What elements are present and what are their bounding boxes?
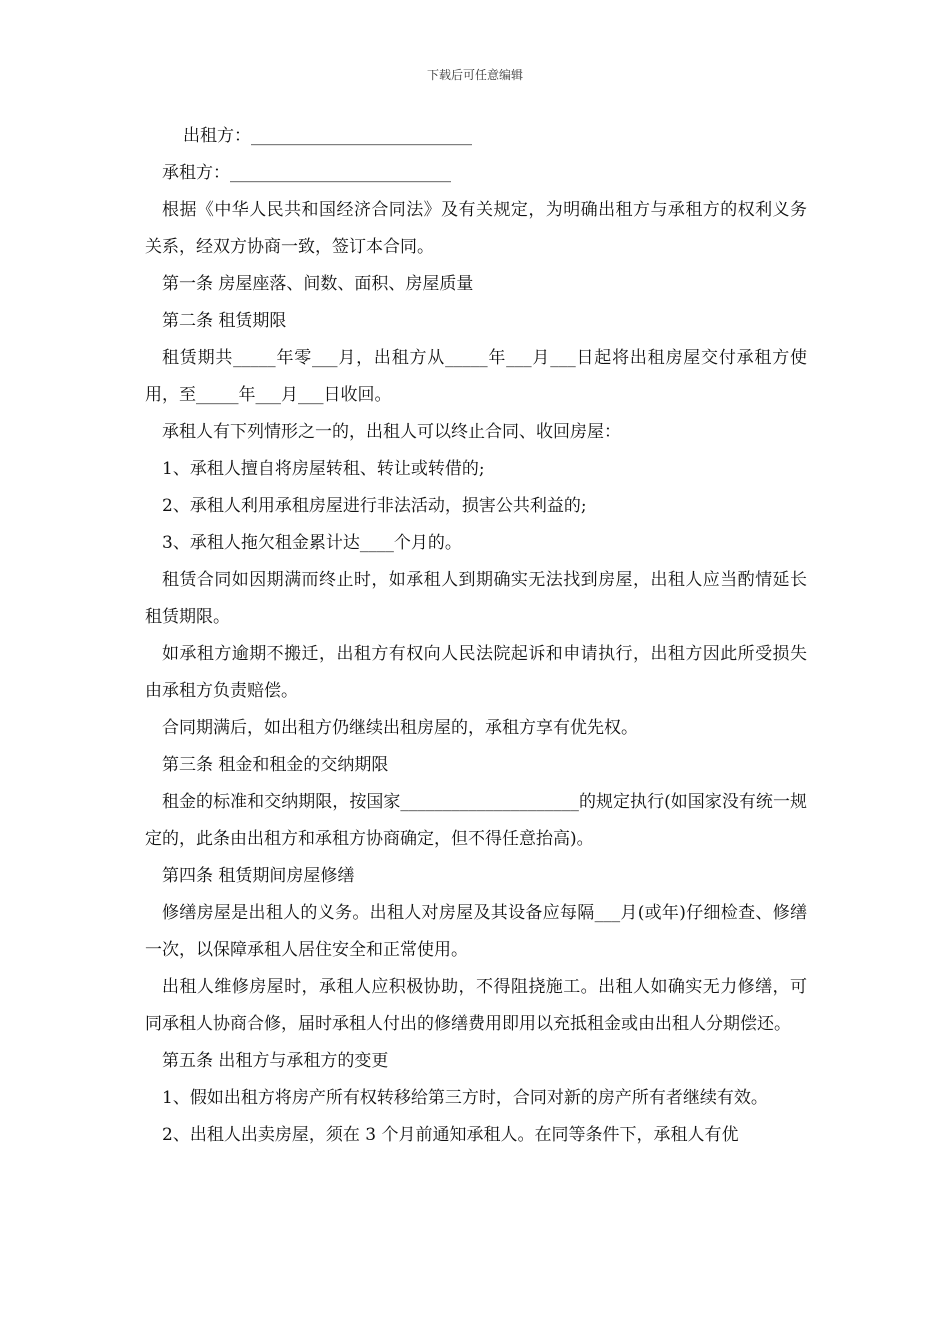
page-header-note: 下载后可任意编辑	[426, 68, 523, 82]
article-1-heading: 第一条 房屋座落、间数、面积、房屋质量	[162, 274, 474, 294]
article-5-heading: 第五条 出租方与承租方的变更	[162, 1051, 389, 1071]
termination-conditions-paragraph: 承租人有下列情形之一的，出租人可以终止合同、收回房屋：	[162, 422, 621, 442]
lessor-line: 出租方：__________________________	[183, 126, 472, 146]
lessee-line: 承租方：__________________________	[162, 163, 451, 183]
article-2-heading: 第二条 租赁期限	[162, 311, 287, 331]
repair-cooperation-paragraph: 出租人维修房屋时，承租人应积极协助，不得阻挠施工。出租人如确实无力修缮，可同承租人协商合修，届时承租人付出的修缮费用即用以充抵租金或由出租人分期偿还。	[145, 977, 807, 1034]
change-item-2: 2、出租人出卖房屋，须在 3 个月前通知承租人。在同等条件下，承租人有优	[162, 1125, 739, 1145]
condition-item-2: 2、承租人利用承租房屋进行非法活动，损害公共利益的;	[162, 496, 587, 516]
rent-standard-paragraph: 租金的标准和交纳期限，按国家_____________________的规定执行(如国家没有统一规定的，此条由出租方和承租方协商确定，但不得任意抬高)。	[145, 792, 807, 849]
condition-item-1: 1、承租人擅自将房屋转租、转让或转借的;	[162, 459, 485, 479]
condition-item-3: 3、承租人拖欠租金累计达____个月的。	[162, 533, 462, 553]
repair-duty-paragraph: 修缮房屋是出租人的义务。出租人对房屋及其设备应每隔___月(或年)仔细检查、修缮一次，以保障承租人居住安全和正常使用。	[145, 903, 807, 960]
contract-body	[145, 118, 807, 1154]
overdue-move-paragraph: 如承租方逾期不搬迁，出租方有权向人民法院起诉和申请执行，出租方因此所受损失由承租方负责赔偿。	[145, 644, 807, 701]
priority-right-paragraph: 合同期满后，如出租方仍继续出租房屋的，承租方享有优先权。	[162, 718, 638, 738]
expiry-extension-paragraph: 租赁合同如因期满而终止时，如承租人到期确实无法找到房屋，出租人应当酌情延长租赁期限。	[145, 570, 807, 627]
preamble-paragraph: 根据《中华人民共和国经济合同法》及有关规定，为明确出租方与承租方的权利义务关系，经双方协商一致，签订本合同。	[145, 200, 807, 257]
article-3-heading: 第三条 租金和租金的交纳期限	[162, 755, 389, 775]
article-4-heading: 第四条 租赁期间房屋修缮	[162, 866, 355, 886]
lease-term-paragraph: 租赁期共_____年零___月，出租方从_____年___月___日起将出租房屋交付承租方使用，至_____年___月___日收回。	[145, 348, 807, 405]
change-item-1: 1、假如出租方将房产所有权转移给第三方时，合同对新的房产所有者继续有效。	[162, 1088, 768, 1108]
